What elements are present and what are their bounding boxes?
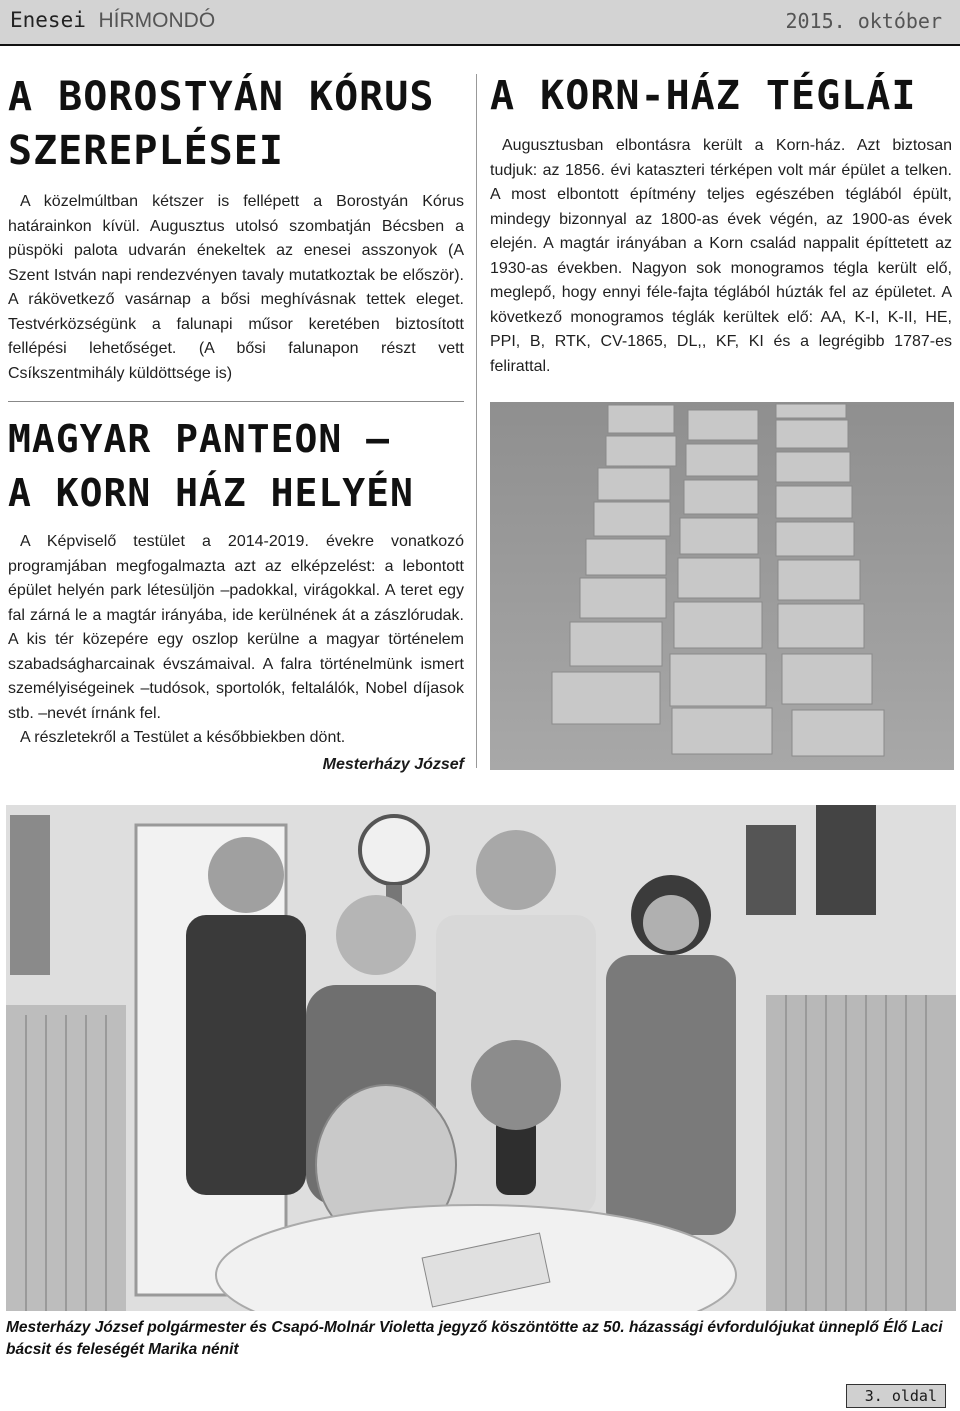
article2-paragraph-2: A részletekről a Testület a későbbiekben dönt.	[20, 729, 346, 746]
article1-title	[8, 70, 464, 178]
article2-title-line2: A KORN HÁZ HELYÉN	[8, 471, 414, 515]
article3-title: A KORN-HÁZ TÉGLÁI	[490, 73, 917, 119]
page-header	[0, 0, 960, 46]
issue-date: 2015. október	[785, 9, 942, 33]
masthead-name: HÍRMONDÓ	[98, 9, 216, 32]
masthead	[10, 8, 215, 33]
article3-paragraph: Augusztusban elbontásra került a Korn-ház. Azt biztosan tudjuk: az 1856. évi kataszteri térképen volt már épület a telken. A most elbontott építmény teljes egészében téglából épült, mindegy bizonnyal az 1800-as évek végén, az 1900-as évek elején. A magtár irányában a Korn család nappalit építtetett az 1930-as években. Nagyon sok monogramos tégla került elő, meglepő, hogy ennyi féle-fajta téglából húzták fel az épületet. A következő monogramos téglák kerültek elő: AA, K-I, K-II, HE, PPI, B, RTK, CV-1865, DL,, KF, KI és a legrégibb 1787-es felirattal.	[490, 137, 952, 375]
masthead-town: Enesei	[10, 8, 99, 32]
article-separator	[8, 401, 464, 402]
article2-signature: Mesterházy József	[322, 756, 464, 773]
article1-title-line2: SZEREPLÉSEI	[8, 128, 284, 174]
celebration-photo	[6, 805, 956, 1311]
photo-caption: Mesterházy József polgármester és Csapó-Molnár Violetta jegyző köszöntötte az 50. házassági évfordulójukat ünneplő Élő Laci bácsit és feleségét Marika nénit	[6, 1319, 943, 1358]
article2-body	[8, 530, 464, 751]
article1-body	[8, 190, 464, 386]
article2-paragraph: A Képviselő testület a 2014-2019. évekre vonatkozó programjában megfogalmazta azt az elképzelést: a lebontott épület helyén park létesüljön –padokkal, virágokkal. A teret egy fal zárná le a magtár irányába, ide kerülnének át a zászlórudak. A kis tér közepére egy oszlop kerülne a magyar történelem szabadságharcainak évszámaival. A falra történelmünk ismert személyiségeinek –tudósok, sportolók, feltalálók, Nobel díjasok stb. –nevét írnánk fel.	[8, 533, 464, 722]
article1-paragraph: A közelmúltban kétszer is fellépett a Borostyán Kórus határainkon kívül. Augusztus utolsó szombatján Bécsben a püspöki palota udvarán énekeltek az enesei asszonyok (A Szent István napi rendezvényen tavaly mutatkoztak be először). A rákövetkező vasárnap a bősi meghívásnak tettek eleget. Testvérközségünk a falunapi műsor keretében biztosított fellépési lehetőséget. (A bősi falunapon részt vett Csíkszentmihály küldöttsége is)	[8, 193, 464, 382]
page-number: 3. oldal	[846, 1384, 946, 1408]
article1-title-line1: A BOROSTYÁN KÓRUS	[8, 74, 435, 120]
bricks-photo	[490, 402, 954, 770]
article2-title-line1: MAGYAR PANTEON –	[8, 417, 391, 461]
column-divider	[476, 74, 477, 768]
article2-title	[8, 412, 464, 520]
article3-body	[490, 134, 952, 379]
